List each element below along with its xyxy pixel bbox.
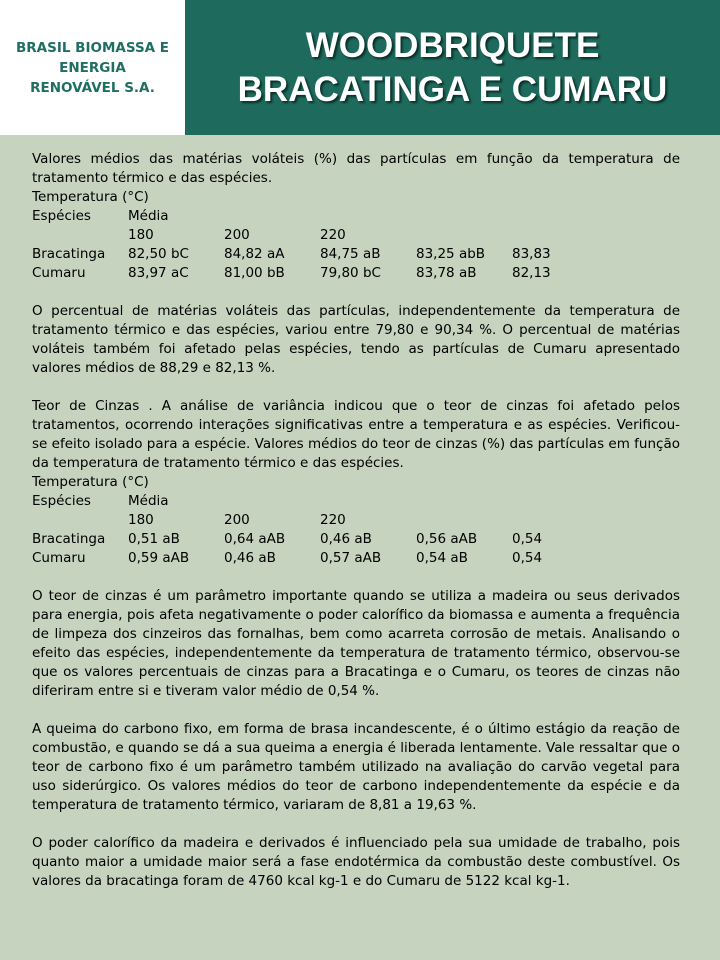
table-cell: 0,57 aAB: [320, 550, 382, 566]
spacer: [32, 815, 680, 834]
table-cell: Cumaru: [32, 265, 86, 281]
header: [0, 0, 720, 135]
table-cell: 0,46 aB: [224, 550, 276, 566]
table-cell: 82,50 bC: [128, 246, 189, 262]
ash-table-header: [32, 492, 680, 511]
ash-table-temp-label: [32, 473, 680, 492]
media-header: Média: [128, 493, 169, 509]
table-cell: 0,54: [512, 531, 543, 547]
document-body: [32, 150, 680, 891]
page-title-line-2: BRACATINGA E CUMARU: [237, 69, 668, 109]
media-header: Média: [128, 208, 169, 224]
table-cell: 0,46 aB: [320, 531, 372, 547]
temp-180: 180: [128, 227, 154, 243]
temp-200: 200: [224, 227, 250, 243]
table-cell: 84,75 aB: [320, 246, 381, 262]
table-cell: 83,25 abB: [416, 246, 486, 262]
table-cell: 0,64 aAB: [224, 531, 286, 547]
table-cell: 84,82 aA: [224, 246, 285, 262]
fixed-carbon-paragraph: A queima do carbono fixo, em forma de brasa incandescente, é o último estágio da reação de combustão, e quando se dá a sua queima a energia é liberada lentamente. Vale ressaltar que o teor de carbono fixo é um parâmetro também utilizado na avaliação do carvão vegetal para uso siderúrgico. Os valores médios do teor de carbono independentemente da espécie e da temperatura de tratamento térmico, variaram de 8,81 a 19,63 %.: [32, 721, 680, 813]
page-title-box: [185, 0, 720, 135]
temp-220: 220: [320, 227, 346, 243]
table-row: [32, 264, 680, 283]
company-name-line-1: BRASIL BIOMASSA E: [15, 39, 170, 56]
temp-label: Temperatura (°C): [32, 474, 149, 490]
table-cell: Cumaru: [32, 550, 86, 566]
volatile-table-temps: [32, 226, 680, 245]
table-row: [32, 245, 680, 264]
table-cell: 82,13: [512, 265, 551, 281]
temp-label: Temperatura (°C): [32, 189, 149, 205]
volatile-table-header: [32, 207, 680, 226]
volatile-table-temp-label: [32, 188, 680, 207]
table-cell: Bracatinga: [32, 531, 106, 547]
spacer: [32, 568, 680, 587]
company-name-line-3: RENOVÁVEL S.A.: [30, 79, 155, 96]
spacer: [32, 701, 680, 720]
company-logo-box: [0, 0, 185, 135]
ash-table-temps: [32, 511, 680, 530]
page-title-line-1: WOODBRIQUETE: [305, 25, 600, 65]
table-cell: 83,97 aC: [128, 265, 189, 281]
spacer: [32, 283, 680, 302]
species-header: Espécies: [32, 208, 91, 224]
table-cell: 0,56 aAB: [416, 531, 478, 547]
spacer: [32, 378, 680, 397]
table-cell: 83,83: [512, 246, 551, 262]
temp-200: 200: [224, 512, 250, 528]
table-cell: Bracatinga: [32, 246, 106, 262]
ash-intro-paragraph: Teor de Cinzas . A análise de variância indicou que o teor de cinzas foi afetado pelos tratamentos, ocorrendo interações significativas entre a temperatura e as espécies. Verificou-se efeito isolado para a espécie. Valores médios do teor de cinzas (%) das partículas em função da temperatura de tratamento térmico e das espécies.: [32, 398, 680, 471]
company-name-line-2: ENERGIA: [59, 59, 126, 76]
temp-180: 180: [128, 512, 154, 528]
temp-220: 220: [320, 512, 346, 528]
table-row: [32, 530, 680, 549]
table-cell: 0,51 aB: [128, 531, 180, 547]
table-cell: 0,54 aB: [416, 550, 468, 566]
volatile-results-paragraph: O percentual de matérias voláteis das partículas, independentemente da temperatura de tratamento térmico e das espécies, variou entre 79,80 e 90,34 %. O percentual de matérias voláteis também foi afetado pelas espécies, tendo as partículas de Cumaru apresentado valores médios de 88,29 e 82,13 %.: [32, 303, 680, 376]
table-cell: 79,80 bC: [320, 265, 381, 281]
ash-discussion-paragraph: O teor de cinzas é um parâmetro importante quando se utiliza a madeira ou seus derivados para energia, pois afeta negativamente o poder calorífico da biomassa e aumenta a frequência de limpeza dos cinzeiros das fornalhas, bem como acarreta corrosão de metais. Analisando o efeito das espécies, independentemente da temperatura de tratamento térmico, observou-se que os valores percentuais de cinzas para a Bracatinga e o Cumaru, os teores de cinzas não diferiram entre si e tiveram valor médio de 0,54 %.: [32, 588, 680, 699]
table-cell: 0,59 aAB: [128, 550, 190, 566]
species-header: Espécies: [32, 493, 91, 509]
table-cell: 81,00 bB: [224, 265, 285, 281]
table-cell: 83,78 aB: [416, 265, 477, 281]
calorific-value-paragraph: O poder calorífico da madeira e derivados é influenciado pela sua umidade de trabalho, pois quanto maior a umidade maior será a fase endotérmica da combustão deste combustível. Os valores da bracatinga foram de 4760 kcal kg-1 e do Cumaru de 5122 kcal kg-1.: [32, 835, 680, 889]
table-row: [32, 549, 680, 568]
volatile-intro-paragraph: Valores médios das matérias voláteis (%) das partículas em função da temperatura de tratamento térmico e das espécies.: [32, 151, 680, 186]
table-cell: 0,54: [512, 550, 543, 566]
